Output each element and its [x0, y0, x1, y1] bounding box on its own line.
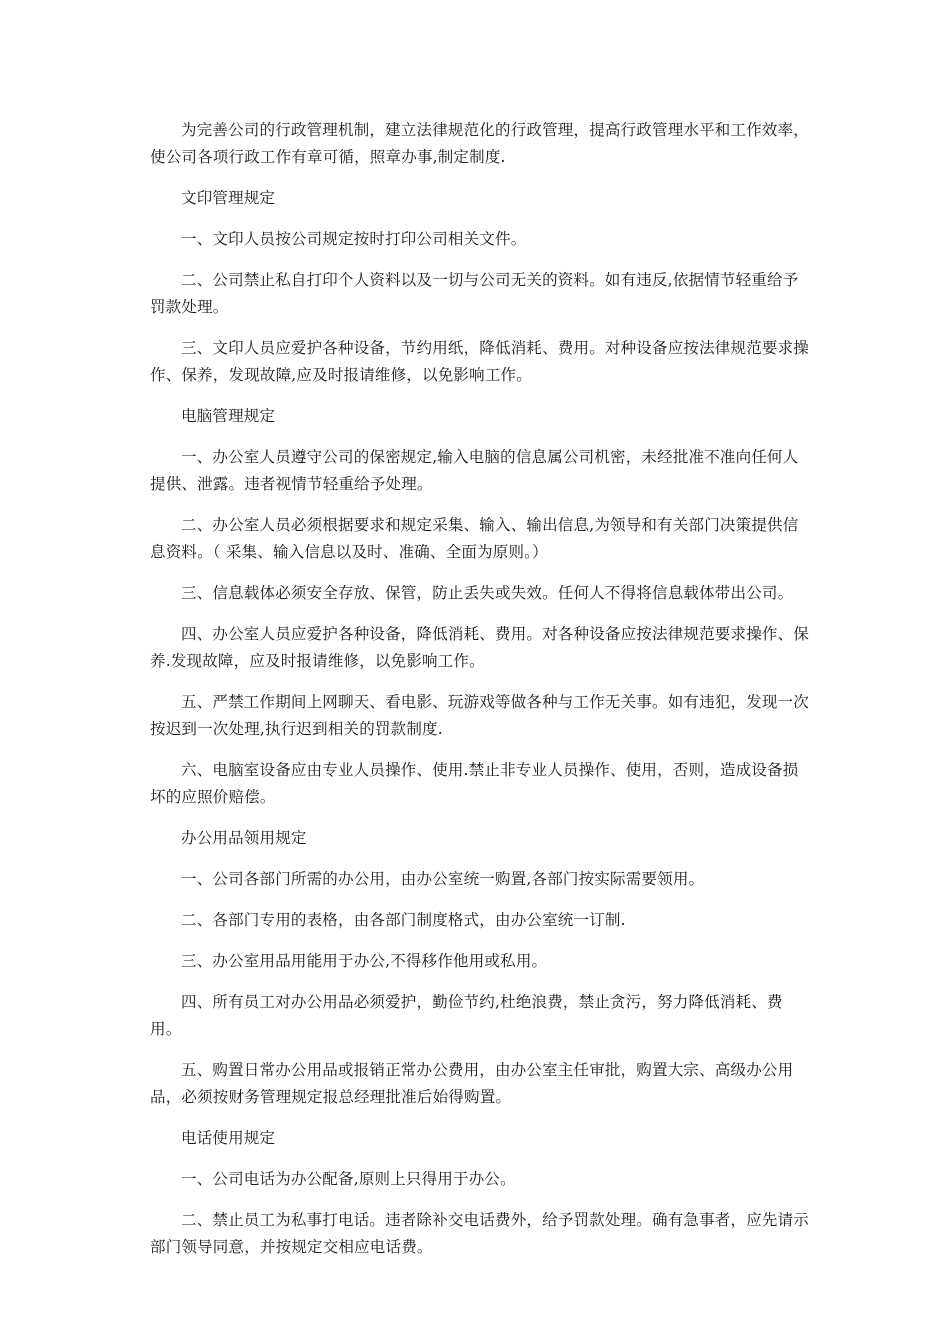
printing-rule-3: 三、文印人员应爱护各种设备，节约用纸，降低消耗、费用。对种设备应按法律规范要求操作、保养，发现故障,应及时报请维修，以免影响工作。 — [150, 339, 810, 384]
section-heading-telephone: 电话使用规定 — [181, 1129, 276, 1147]
computer-rule-6: 六、电脑室设备应由专业人员操作、使用.禁止非专业人员操作、使用，否则，造成设备损坏的应照价赔偿。 — [150, 761, 799, 806]
computer-rule-2: 二、办公室人员必须根据要求和规定采集、输入、输出信息,为领导和有关部门决策提供信息资料。（ 采集、输入信息以及时、准确、全面为原则。） — [150, 516, 799, 561]
telephone-rule-2: 二、禁止员工为私事打电话。违者除补交电话费外，给予罚款处理。确有急事者，应先请示部门领导同意，并按规定交相应电话费。 — [150, 1211, 810, 1256]
supplies-rule-3: 三、办公室用品用能用于办公,不得移作他用或私用。 — [181, 952, 548, 970]
supplies-rule-1: 一、公司各部门所需的办公用，由办公室统一购置,各部门按实际需要领用。 — [181, 870, 705, 888]
section-heading-office-supplies: 办公用品领用规定 — [181, 829, 307, 847]
supplies-rule-5: 五、购置日常办公用品或报销正常办公费用，由办公室主任审批，购置大宗、高级办公用品，必须按财务管理规定报总经理批准后始得购置。 — [150, 1061, 794, 1106]
computer-rule-5: 五、严禁工作期间上网聊天、看电影、玩游戏等做各种与工作无关事。如有违犯，发现一次按迟到一次处理,执行迟到相关的罚款制度. — [150, 693, 810, 738]
intro-paragraph: 为完善公司的行政管理机制，建立法律规范化的行政管理，提高行政管理水平和工作效率，使公司各项行政工作有章可循，照章办事,制定制度. — [150, 121, 810, 166]
computer-rule-1: 一、办公室人员遵守公司的保密规定,输入电脑的信息属公司机密，未经批准不准向任何人提供、泄露。违者视情节轻重给予处理。 — [150, 448, 799, 493]
printing-rule-1: 一、文印人员按公司规定按时打印公司相关文件。 — [181, 230, 527, 248]
printing-rule-2: 二、公司禁止私自打印个人资料以及一切与公司无关的资料。如有违反,依据情节轻重给予罚款处理。 — [150, 271, 799, 316]
section-heading-computer: 电脑管理规定 — [181, 407, 276, 425]
supplies-rule-4: 四、所有员工对办公用品必须爱护，勤俭节约,杜绝浪费，禁止贪污，努力降低消耗、费用。 — [150, 993, 783, 1038]
document-page — [150, 117, 812, 1275]
section-heading-printing: 文印管理规定 — [181, 189, 276, 207]
computer-rule-4: 四、办公室人员应爱护各种设备，降低消耗、费用。对各种设备应按法律规范要求操作、保养.发现故障，应及时报请维修，以免影响工作。 — [150, 625, 810, 670]
supplies-rule-2: 二、各部门专用的表格，由各部门制度格式，由办公室统一订制. — [181, 911, 626, 929]
telephone-rule-1: 一、公司电话为办公配备,原则上只得用于办公。 — [181, 1170, 516, 1188]
computer-rule-3: 三、信息载体必须安全存放、保管，防止丢失或失效。任何人不得将信息载体带出公司。 — [181, 584, 794, 602]
